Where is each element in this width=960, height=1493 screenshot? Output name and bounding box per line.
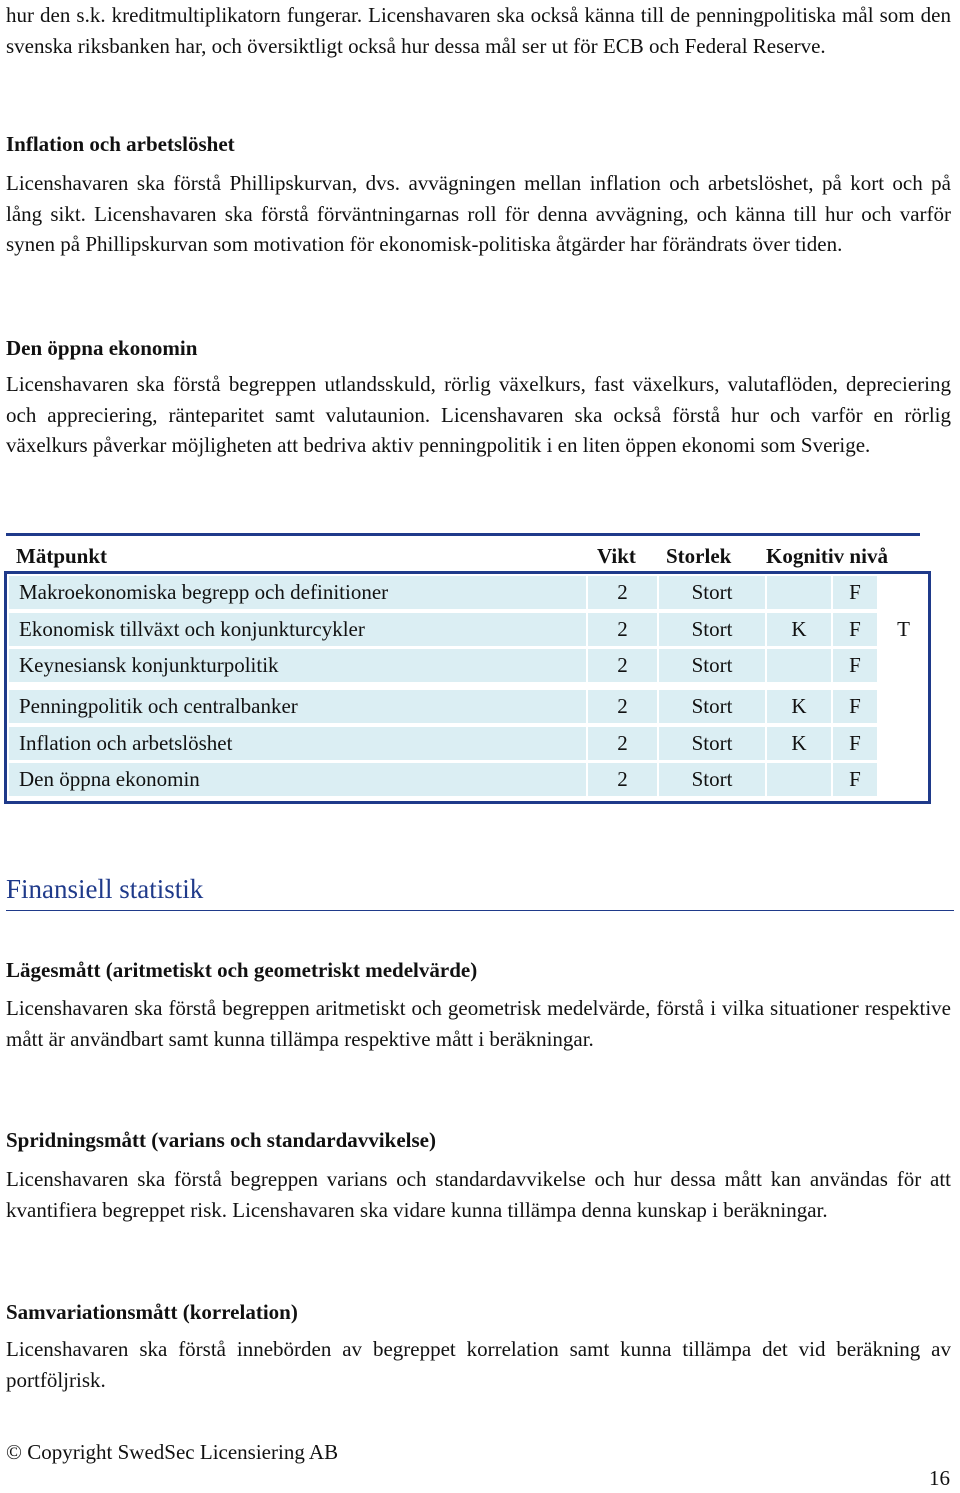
row-name: Keynesiansk konjunkturpolitik [9, 649, 586, 682]
row-vikt: 2 [588, 613, 657, 646]
row-f: F [833, 576, 877, 609]
section-heading-lagesmatt: Lägesmått (aritmetiskt och geometriskt medelvärde) [6, 958, 478, 982]
row-k: K [767, 690, 831, 723]
table-row [7, 761, 928, 797]
row-storlek: Stort [659, 727, 765, 760]
intro-paragraph: hur den s.k. kreditmultiplikatorn fungerar. Licenshavaren ska också känna till de penningpolitiska mål som den svenska riksbanken har, och översiktligt också hur dessa mål ser ut för ECB och Federal Reserve. [6, 3, 951, 58]
row-name: Ekonomisk tillväxt och konjunkturcykler [9, 613, 586, 646]
section-heading-samvariationsmatt: Samvariationsmått (korrelation) [6, 1300, 298, 1324]
section-heading-open-economy: Den öppna ekonomin [6, 336, 198, 360]
table-row [7, 688, 928, 724]
table-row [7, 574, 928, 610]
row-vikt: 2 [588, 763, 657, 796]
header-storlek: Storlek [666, 544, 732, 568]
row-f: F [833, 613, 877, 646]
row-vikt: 2 [588, 649, 657, 682]
section-heading-inflation: Inflation och arbetslöshet [6, 132, 235, 156]
row-name: Den öppna ekonomin [9, 763, 586, 796]
row-name: Inflation och arbetslöshet [9, 727, 586, 760]
row-vikt: 2 [588, 727, 657, 760]
header-vikt: Vikt [597, 544, 636, 568]
chapter-divider [6, 910, 954, 911]
chapter-title: Finansiell statistik [6, 874, 204, 904]
page-number: 16 [929, 1466, 950, 1490]
row-vikt: 2 [588, 576, 657, 609]
row-f: F [833, 727, 877, 760]
row-vikt: 2 [588, 690, 657, 723]
row-k [767, 763, 831, 796]
row-f: F [833, 690, 877, 723]
header-kognitiv: Kognitiv nivå [766, 544, 888, 568]
assessment-table [4, 571, 931, 804]
row-storlek: Stort [659, 649, 765, 682]
copyright-notice: © Copyright SwedSec Licensiering AB [6, 1440, 339, 1464]
row-storlek: Stort [659, 763, 765, 796]
row-storlek: Stort [659, 613, 765, 646]
row-storlek: Stort [659, 690, 765, 723]
section-heading-spridningsmatt: Spridningsmått (varians och standardavvikelse) [6, 1128, 436, 1152]
table-header [6, 533, 920, 574]
row-t: T [897, 617, 910, 641]
row-f: F [833, 763, 877, 796]
section-text-spridningsmatt: Licenshavaren ska förstå begreppen varians och standardavvikelse och hur dessa mått kan användas för att kvantifiera begreppet risk. Licenshavaren ska vidare kunna tillämpa denna kunskap i beräkningar. [6, 1167, 951, 1222]
row-k: K [767, 727, 831, 760]
section-text-lagesmatt: Licenshavaren ska förstå begreppen aritmetiskt och geometrisk medelvärde, förstå i vilka situationer respektive mått är användbart samt kunna tillämpa respektive mått i beräkningar. [6, 996, 951, 1051]
section-text-samvariationsmatt: Licenshavaren ska förstå innebörden av begreppet korrelation samt kunna tillämpa det vid beräkning av portföljrisk. [6, 1337, 951, 1392]
row-f: F [833, 649, 877, 682]
table-row [7, 725, 928, 761]
row-k [767, 576, 831, 609]
section-text-inflation: Licenshavaren ska förstå Phillipskurvan, dvs. avvägningen mellan inflation och arbetslöshet, på kort och på lång sikt. Licenshavaren ska förstå förväntningarnas roll för denna avvägning, och känna till hur och varför synen på Phillipskurvan som motivation för ekonomisk-politiska åtgärder har förändrats över tiden. [6, 171, 951, 256]
row-k: K [767, 613, 831, 646]
row-name: Penningpolitik och centralbanker [9, 690, 586, 723]
table-row [7, 611, 928, 647]
table-row [7, 647, 928, 683]
row-name: Makroekonomiska begrepp och definitioner [9, 576, 586, 609]
row-k [767, 649, 831, 682]
section-text-open-economy: Licenshavaren ska förstå begreppen utlandsskuld, rörlig växelkurs, fast växelkurs, valutaflöden, depreciering och appreciering, ränteparitet samt valutaunion. Licenshavaren ska också förstå hur och varför en rörlig växelkurs påverkar möjligheten att bedriva aktiv penningpolitik i en liten öppen ekonomi som Sverige. [6, 372, 951, 457]
header-matpunkt: Mätpunkt [16, 544, 108, 568]
row-storlek: Stort [659, 576, 765, 609]
